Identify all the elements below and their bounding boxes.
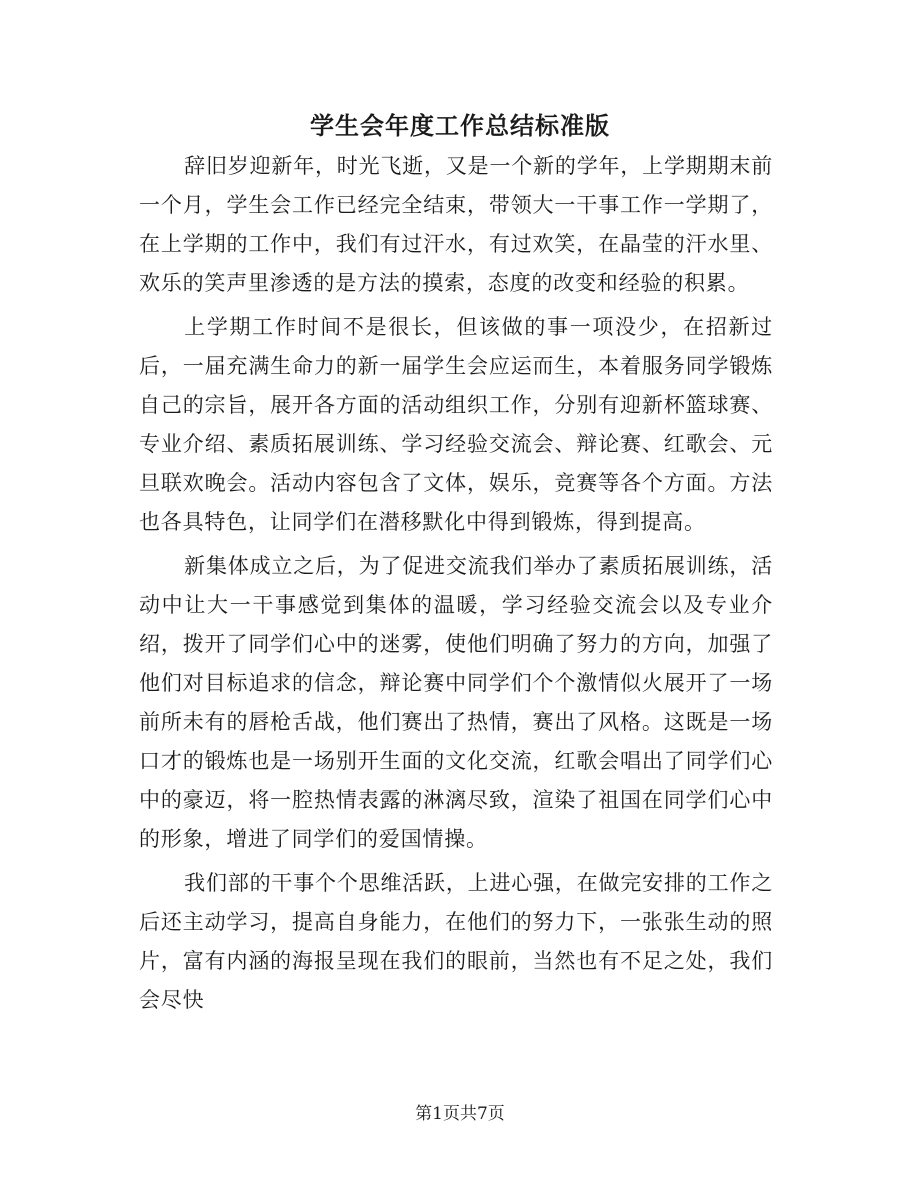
paragraph: 新集体成立之后，为了促进交流我们举办了素质拓展训练，活动中让大一干事感觉到集体的温暖，学习经验交流会以及专业介绍，拨开了同学们心中的迷雾，使他们明确了努力的方向，加强了他们对目标追求的信念，辩论赛中同学们个个激情似火展开了一场前所未有的唇枪舌战，他们赛出了热情，赛出了风格。这既是一场口才的锻炼也是一场别开生面的文化交流，红歌会唱出了同学们心中的豪迈，将一腔热情表露的淋漓尽致，渲染了祖国在同学们心中的形象，增进了同学们的爱国情操。 — [139, 554, 773, 851]
paragraph: 我们部的干事个个思维活跃，上进心强，在做完安排的工作之后还主动学习，提高自身能力，在他们的努力下，一张张生动的照片，富有内涵的海报呈现在我们的眼前，当然也有不足之处，我们会尽快 — [139, 871, 773, 1012]
document-body — [139, 147, 773, 1020]
paragraph: 辞旧岁迎新年，时光飞逝，又是一个新的学年，上学期期末前一个月，学生会工作已经完全结束，带领大一干事工作一学期了，在上学期的工作中，我们有过汗水，有过欢笑，在晶莹的汗水里、欢乐的笑声里渗透的是方法的摸索，态度的改变和经验的积累。 — [139, 154, 773, 295]
paragraph: 上学期工作时间不是很长，但该做的事一项没少，在招新过后，一届充满生命力的新一届学生会应运而生，本着服务同学锻炼自己的宗旨，展开各方面的活动组织工作，分别有迎新杯篮球赛、专业介绍、素质拓展训练、学习经验交流会、辩论赛、红歌会、元旦联欢晚会。活动内容包含了文体，娱乐，竞赛等各个方面。方法也各具特色，让同学们在潜移默化中得到锻炼，得到提高。 — [139, 315, 773, 534]
page-number-footer: 第1页共7页 — [415, 1104, 505, 1124]
document-title: 学生会年度工作总结标准版 — [310, 111, 610, 140]
